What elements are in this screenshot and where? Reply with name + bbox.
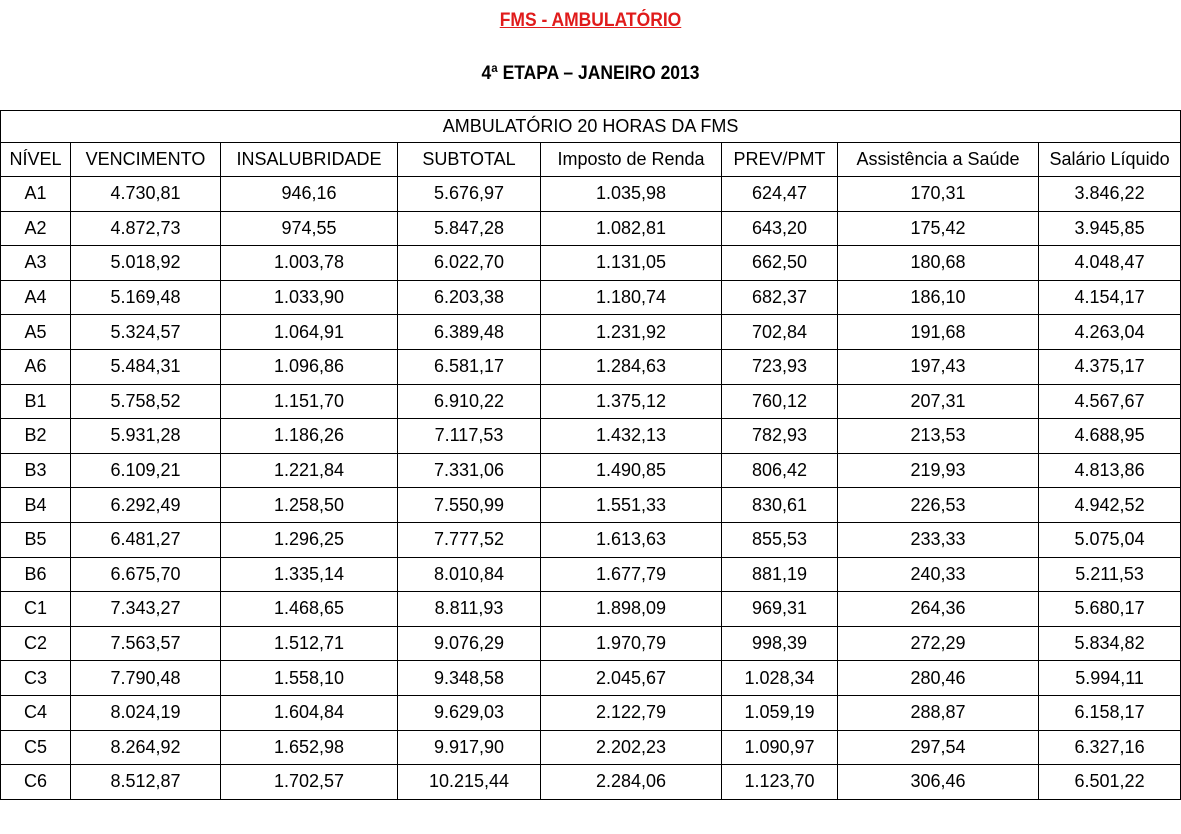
table-row (1, 488, 1181, 523)
cell-vencimento: 5.484,31 (71, 349, 221, 384)
table-row (1, 246, 1181, 281)
cell-imposto-de-renda: 2.045,67 (541, 661, 722, 696)
table-row (1, 280, 1181, 315)
cell-assistencia-saude: 226,53 (838, 488, 1039, 523)
cell-salario-liquido: 4.048,47 (1039, 246, 1181, 281)
cell-prev-pmt: 702,84 (722, 315, 838, 350)
cell-salario-liquido: 3.846,22 (1039, 177, 1181, 212)
table-row (1, 384, 1181, 419)
cell-subtotal: 9.629,03 (398, 695, 541, 730)
cell-subtotal: 6.910,22 (398, 384, 541, 419)
cell-prev-pmt: 760,12 (722, 384, 838, 419)
cell-assistencia-saude: 233,33 (838, 522, 1039, 557)
cell-assistencia-saude: 264,36 (838, 592, 1039, 627)
column-header-insalubridade: INSALUBRIDADE (221, 143, 398, 177)
table-row (1, 177, 1181, 212)
cell-salario-liquido: 4.263,04 (1039, 315, 1181, 350)
cell-nivel: C3 (1, 661, 71, 696)
cell-assistencia-saude: 306,46 (838, 765, 1039, 800)
cell-vencimento: 7.563,57 (71, 626, 221, 661)
cell-subtotal: 7.117,53 (398, 419, 541, 454)
cell-salario-liquido: 5.680,17 (1039, 592, 1181, 627)
column-header-assistencia-saude: Assistência a Saúde (838, 143, 1039, 177)
cell-nivel: C4 (1, 695, 71, 730)
document-subtitle: 4ª ETAPA – JANEIRO 2013 (481, 63, 700, 84)
cell-imposto-de-renda: 1.970,79 (541, 626, 722, 661)
cell-insalubridade: 946,16 (221, 177, 398, 212)
cell-imposto-de-renda: 1.490,85 (541, 453, 722, 488)
cell-insalubridade: 1.652,98 (221, 730, 398, 765)
table-row (1, 765, 1181, 800)
cell-assistencia-saude: 197,43 (838, 349, 1039, 384)
table-caption: AMBULATÓRIO 20 HORAS DA FMS (1, 111, 1181, 143)
cell-subtotal: 7.550,99 (398, 488, 541, 523)
column-header-prev-pmt: PREV/PMT (722, 143, 838, 177)
table-row (1, 730, 1181, 765)
cell-prev-pmt: 855,53 (722, 522, 838, 557)
cell-imposto-de-renda: 1.432,13 (541, 419, 722, 454)
cell-salario-liquido: 4.375,17 (1039, 349, 1181, 384)
cell-assistencia-saude: 180,68 (838, 246, 1039, 281)
column-header-salario-liquido: Salário Líquido (1039, 143, 1181, 177)
cell-imposto-de-renda: 2.122,79 (541, 695, 722, 730)
cell-nivel: A1 (1, 177, 71, 212)
cell-salario-liquido: 5.211,53 (1039, 557, 1181, 592)
cell-nivel: B3 (1, 453, 71, 488)
cell-assistencia-saude: 280,46 (838, 661, 1039, 696)
cell-assistencia-saude: 288,87 (838, 695, 1039, 730)
cell-prev-pmt: 998,39 (722, 626, 838, 661)
cell-salario-liquido: 4.813,86 (1039, 453, 1181, 488)
cell-subtotal: 9.076,29 (398, 626, 541, 661)
cell-imposto-de-renda: 1.082,81 (541, 211, 722, 246)
cell-prev-pmt: 830,61 (722, 488, 838, 523)
cell-nivel: C6 (1, 765, 71, 800)
cell-nivel: A6 (1, 349, 71, 384)
table-row (1, 453, 1181, 488)
cell-subtotal: 8.811,93 (398, 592, 541, 627)
cell-prev-pmt: 1.059,19 (722, 695, 838, 730)
cell-assistencia-saude: 213,53 (838, 419, 1039, 454)
cell-insalubridade: 1.512,71 (221, 626, 398, 661)
column-header-nivel: NÍVEL (1, 143, 71, 177)
cell-nivel: C2 (1, 626, 71, 661)
cell-vencimento: 5.931,28 (71, 419, 221, 454)
cell-prev-pmt: 782,93 (722, 419, 838, 454)
cell-assistencia-saude: 186,10 (838, 280, 1039, 315)
cell-insalubridade: 1.186,26 (221, 419, 398, 454)
cell-prev-pmt: 643,20 (722, 211, 838, 246)
cell-insalubridade: 1.033,90 (221, 280, 398, 315)
column-header-imposto-de-renda: Imposto de Renda (541, 143, 722, 177)
cell-vencimento: 5.758,52 (71, 384, 221, 419)
cell-insalubridade: 1.296,25 (221, 522, 398, 557)
table-row (1, 626, 1181, 661)
cell-subtotal: 7.331,06 (398, 453, 541, 488)
cell-vencimento: 6.109,21 (71, 453, 221, 488)
cell-subtotal: 5.676,97 (398, 177, 541, 212)
cell-subtotal: 5.847,28 (398, 211, 541, 246)
cell-nivel: B4 (1, 488, 71, 523)
cell-nivel: A4 (1, 280, 71, 315)
cell-imposto-de-renda: 1.551,33 (541, 488, 722, 523)
cell-prev-pmt: 723,93 (722, 349, 838, 384)
cell-salario-liquido: 6.501,22 (1039, 765, 1181, 800)
cell-insalubridade: 1.003,78 (221, 246, 398, 281)
column-header-vencimento: VENCIMENTO (71, 143, 221, 177)
cell-prev-pmt: 1.090,97 (722, 730, 838, 765)
cell-prev-pmt: 881,19 (722, 557, 838, 592)
table-row (1, 349, 1181, 384)
cell-vencimento: 5.018,92 (71, 246, 221, 281)
cell-assistencia-saude: 297,54 (838, 730, 1039, 765)
cell-imposto-de-renda: 1.613,63 (541, 522, 722, 557)
table-row (1, 557, 1181, 592)
cell-insalubridade: 1.558,10 (221, 661, 398, 696)
cell-subtotal: 6.389,48 (398, 315, 541, 350)
cell-imposto-de-renda: 1.035,98 (541, 177, 722, 212)
cell-assistencia-saude: 191,68 (838, 315, 1039, 350)
cell-prev-pmt: 969,31 (722, 592, 838, 627)
cell-salario-liquido: 4.567,67 (1039, 384, 1181, 419)
cell-salario-liquido: 3.945,85 (1039, 211, 1181, 246)
cell-subtotal: 8.010,84 (398, 557, 541, 592)
cell-insalubridade: 1.096,86 (221, 349, 398, 384)
cell-insalubridade: 1.258,50 (221, 488, 398, 523)
cell-imposto-de-renda: 1.677,79 (541, 557, 722, 592)
cell-prev-pmt: 1.028,34 (722, 661, 838, 696)
cell-nivel: A2 (1, 211, 71, 246)
cell-nivel: C5 (1, 730, 71, 765)
cell-subtotal: 9.348,58 (398, 661, 541, 696)
cell-vencimento: 5.169,48 (71, 280, 221, 315)
cell-vencimento: 6.675,70 (71, 557, 221, 592)
cell-imposto-de-renda: 2.202,23 (541, 730, 722, 765)
cell-prev-pmt: 1.123,70 (722, 765, 838, 800)
column-header-subtotal: SUBTOTAL (398, 143, 541, 177)
cell-nivel: C1 (1, 592, 71, 627)
cell-prev-pmt: 624,47 (722, 177, 838, 212)
cell-salario-liquido: 5.994,11 (1039, 661, 1181, 696)
cell-nivel: A3 (1, 246, 71, 281)
salary-table (0, 110, 1181, 800)
cell-vencimento: 6.481,27 (71, 522, 221, 557)
cell-salario-liquido: 4.942,52 (1039, 488, 1181, 523)
cell-insalubridade: 974,55 (221, 211, 398, 246)
cell-imposto-de-renda: 1.898,09 (541, 592, 722, 627)
cell-salario-liquido: 6.327,16 (1039, 730, 1181, 765)
cell-nivel: B2 (1, 419, 71, 454)
cell-vencimento: 4.730,81 (71, 177, 221, 212)
cell-subtotal: 9.917,90 (398, 730, 541, 765)
cell-imposto-de-renda: 1.284,63 (541, 349, 722, 384)
cell-subtotal: 7.777,52 (398, 522, 541, 557)
cell-assistencia-saude: 175,42 (838, 211, 1039, 246)
table-row (1, 661, 1181, 696)
cell-imposto-de-renda: 1.180,74 (541, 280, 722, 315)
cell-vencimento: 5.324,57 (71, 315, 221, 350)
cell-vencimento: 4.872,73 (71, 211, 221, 246)
cell-assistencia-saude: 207,31 (838, 384, 1039, 419)
salary-table-body (1, 111, 1181, 800)
cell-subtotal: 6.022,70 (398, 246, 541, 281)
cell-insalubridade: 1.702,57 (221, 765, 398, 800)
cell-assistencia-saude: 170,31 (838, 177, 1039, 212)
cell-vencimento: 6.292,49 (71, 488, 221, 523)
cell-salario-liquido: 4.154,17 (1039, 280, 1181, 315)
table-row (1, 419, 1181, 454)
cell-salario-liquido: 6.158,17 (1039, 695, 1181, 730)
table-caption-row (1, 111, 1181, 143)
cell-insalubridade: 1.604,84 (221, 695, 398, 730)
cell-assistencia-saude: 240,33 (838, 557, 1039, 592)
table-row (1, 522, 1181, 557)
table-row (1, 315, 1181, 350)
cell-nivel: B5 (1, 522, 71, 557)
document-title: FMS - AMBULATÓRIO (499, 10, 682, 31)
cell-insalubridade: 1.468,65 (221, 592, 398, 627)
cell-salario-liquido: 5.834,82 (1039, 626, 1181, 661)
cell-imposto-de-renda: 1.375,12 (541, 384, 722, 419)
cell-vencimento: 8.024,19 (71, 695, 221, 730)
cell-assistencia-saude: 272,29 (838, 626, 1039, 661)
cell-insalubridade: 1.064,91 (221, 315, 398, 350)
cell-subtotal: 6.203,38 (398, 280, 541, 315)
cell-vencimento: 7.790,48 (71, 661, 221, 696)
cell-salario-liquido: 4.688,95 (1039, 419, 1181, 454)
cell-prev-pmt: 806,42 (722, 453, 838, 488)
cell-nivel: B1 (1, 384, 71, 419)
cell-insalubridade: 1.151,70 (221, 384, 398, 419)
cell-imposto-de-renda: 1.231,92 (541, 315, 722, 350)
cell-nivel: B6 (1, 557, 71, 592)
cell-subtotal: 10.215,44 (398, 765, 541, 800)
cell-imposto-de-renda: 1.131,05 (541, 246, 722, 281)
cell-vencimento: 8.512,87 (71, 765, 221, 800)
table-header-row (1, 143, 1181, 177)
cell-prev-pmt: 682,37 (722, 280, 838, 315)
cell-insalubridade: 1.221,84 (221, 453, 398, 488)
cell-salario-liquido: 5.075,04 (1039, 522, 1181, 557)
cell-nivel: A5 (1, 315, 71, 350)
cell-vencimento: 7.343,27 (71, 592, 221, 627)
cell-prev-pmt: 662,50 (722, 246, 838, 281)
table-row (1, 695, 1181, 730)
cell-subtotal: 6.581,17 (398, 349, 541, 384)
cell-imposto-de-renda: 2.284,06 (541, 765, 722, 800)
cell-insalubridade: 1.335,14 (221, 557, 398, 592)
table-row (1, 211, 1181, 246)
cell-vencimento: 8.264,92 (71, 730, 221, 765)
cell-assistencia-saude: 219,93 (838, 453, 1039, 488)
table-row (1, 592, 1181, 627)
